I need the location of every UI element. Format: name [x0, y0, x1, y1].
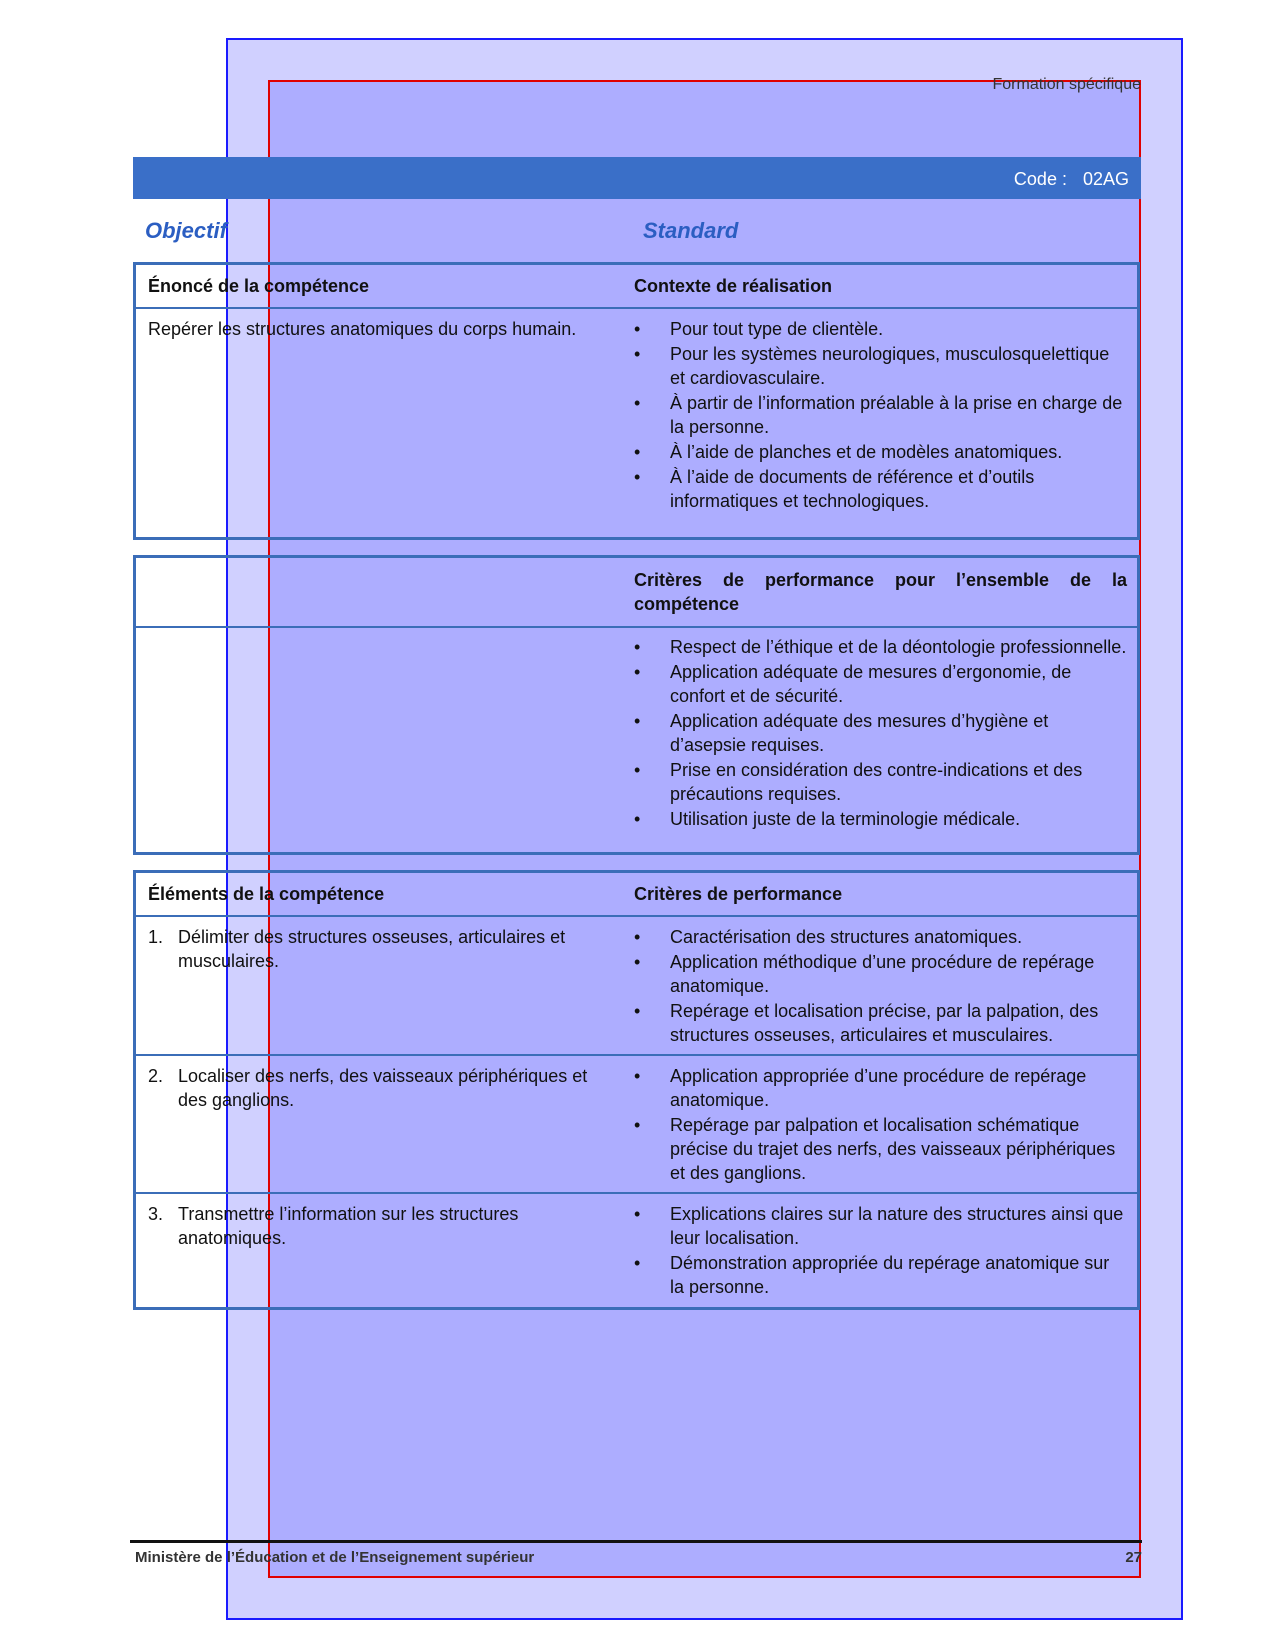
- elements-table-header: [136, 873, 1137, 917]
- statement-heading: Énoncé de la compétence: [148, 275, 370, 296]
- element-criteria-list: [634, 1202, 1127, 1299]
- global-criteria-heading: Critères de performance pour l’ensemble de la compétence: [634, 570, 1127, 614]
- footer-ministry: Ministère de l’Éducation et de l’Enseignement supérieur: [135, 1549, 535, 1566]
- list-item: • Explications claires sur la nature des structures ainsi que leur localisation.: [634, 1202, 1127, 1250]
- elements-body: [136, 917, 1137, 1306]
- element-row: [136, 1194, 1137, 1306]
- element-criteria-list: [634, 1064, 1127, 1185]
- context-list: [634, 317, 1127, 513]
- element-row: [136, 1056, 1137, 1194]
- competency-statement: Repérer les structures anatomiques du corps humain.: [148, 319, 577, 339]
- page-number: 27: [1125, 1549, 1142, 1566]
- element-cell: [136, 1202, 634, 1300]
- list-item: • Application appropriée d’une procédure de repérage anatomique.: [634, 1064, 1127, 1112]
- list-item: • Application adéquate des mesures d’hygiène et d’asepsie requises.: [634, 709, 1127, 757]
- list-item: • Respect de l’éthique et de la déontologie professionnelle.: [634, 635, 1127, 659]
- global-criteria-list: [634, 635, 1127, 831]
- competency-table-header: [136, 265, 1137, 309]
- element-text-wrap: [136, 1202, 634, 1250]
- global-criteria-body: [136, 628, 1137, 832]
- element-criteria-list: [634, 925, 1127, 1047]
- competency-table: [133, 262, 1140, 540]
- element-number: 1.: [148, 927, 164, 947]
- element-text: Localiser des nerfs, des vaisseaux périphériques et des ganglions.: [178, 1066, 588, 1110]
- element-number: 2.: [148, 1066, 164, 1086]
- list-item: • Prise en considération des contre-indications et des précautions requises.: [634, 758, 1127, 806]
- code-label: Code :: [1013, 169, 1067, 189]
- elements-heading: Éléments de la compétence: [148, 883, 385, 904]
- standard-title: Standard: [643, 218, 739, 243]
- footer-divider: [130, 1540, 1142, 1543]
- element-cell: [136, 925, 634, 1048]
- element-criteria-cell: [634, 1202, 1137, 1300]
- element-criteria-cell: [634, 925, 1137, 1048]
- list-item: • À l’aide de documents de référence et d’outils informatiques et technologiques.: [634, 465, 1127, 513]
- list-item: • Application méthodique d’une procédure de repérage anatomique.: [634, 950, 1127, 998]
- section-title: Formation spécifique: [992, 76, 1141, 93]
- element-text-wrap: [136, 925, 634, 973]
- element-criteria-cell: [634, 1064, 1137, 1186]
- list-item: • Application adéquate de mesures d’ergonomie, de confort et de sécurité.: [634, 660, 1127, 708]
- empty-body-cell: [136, 635, 634, 832]
- global-criteria-header: [136, 558, 1137, 628]
- context-list-wrap: [634, 317, 1137, 514]
- list-item: • Caractérisation des structures anatomiques.: [634, 925, 1127, 949]
- code-bar: [133, 157, 1141, 199]
- context-heading: Contexte de réalisation: [634, 275, 833, 296]
- list-item: • Repérage par palpation et localisation schématique précise du trajet des nerfs, des vaisseaux périphériques et des ganglions.: [634, 1113, 1127, 1185]
- list-item: • Démonstration appropriée du repérage anatomique sur la personne.: [634, 1251, 1127, 1299]
- global-criteria-table: [133, 555, 1140, 855]
- element-text: Transmettre l’information sur les structures anatomiques.: [178, 1204, 519, 1248]
- list-item: • Utilisation juste de la terminologie médicale.: [634, 807, 1127, 831]
- element-cell: [136, 1064, 634, 1186]
- code-label-group: [1014, 169, 1129, 190]
- elements-table: [133, 870, 1140, 1310]
- competency-table-body: [136, 309, 1137, 514]
- element-number: 3.: [148, 1204, 164, 1224]
- performance-heading: Critères de performance: [634, 883, 843, 904]
- list-item: • Pour tout type de clientèle.: [634, 317, 1127, 341]
- element-text: Délimiter des structures osseuses, articulaires et musculaires.: [178, 927, 566, 971]
- objective-title: Objectif: [145, 218, 227, 243]
- element-row: [136, 917, 1137, 1056]
- list-item: • Pour les systèmes neurologiques, musculosquelettique et cardiovasculaire.: [634, 342, 1127, 390]
- list-item: • Repérage et localisation précise, par la palpation, des structures osseuses, articulaires et musculaires.: [634, 999, 1127, 1047]
- list-item: • À l’aide de planches et de modèles anatomiques.: [634, 440, 1127, 464]
- element-text-wrap: [136, 1064, 634, 1112]
- global-criteria-list-wrap: [634, 635, 1137, 832]
- code-value: 02AG: [1082, 169, 1129, 189]
- list-item: • À partir de l’information préalable à la prise en charge de la personne.: [634, 391, 1127, 439]
